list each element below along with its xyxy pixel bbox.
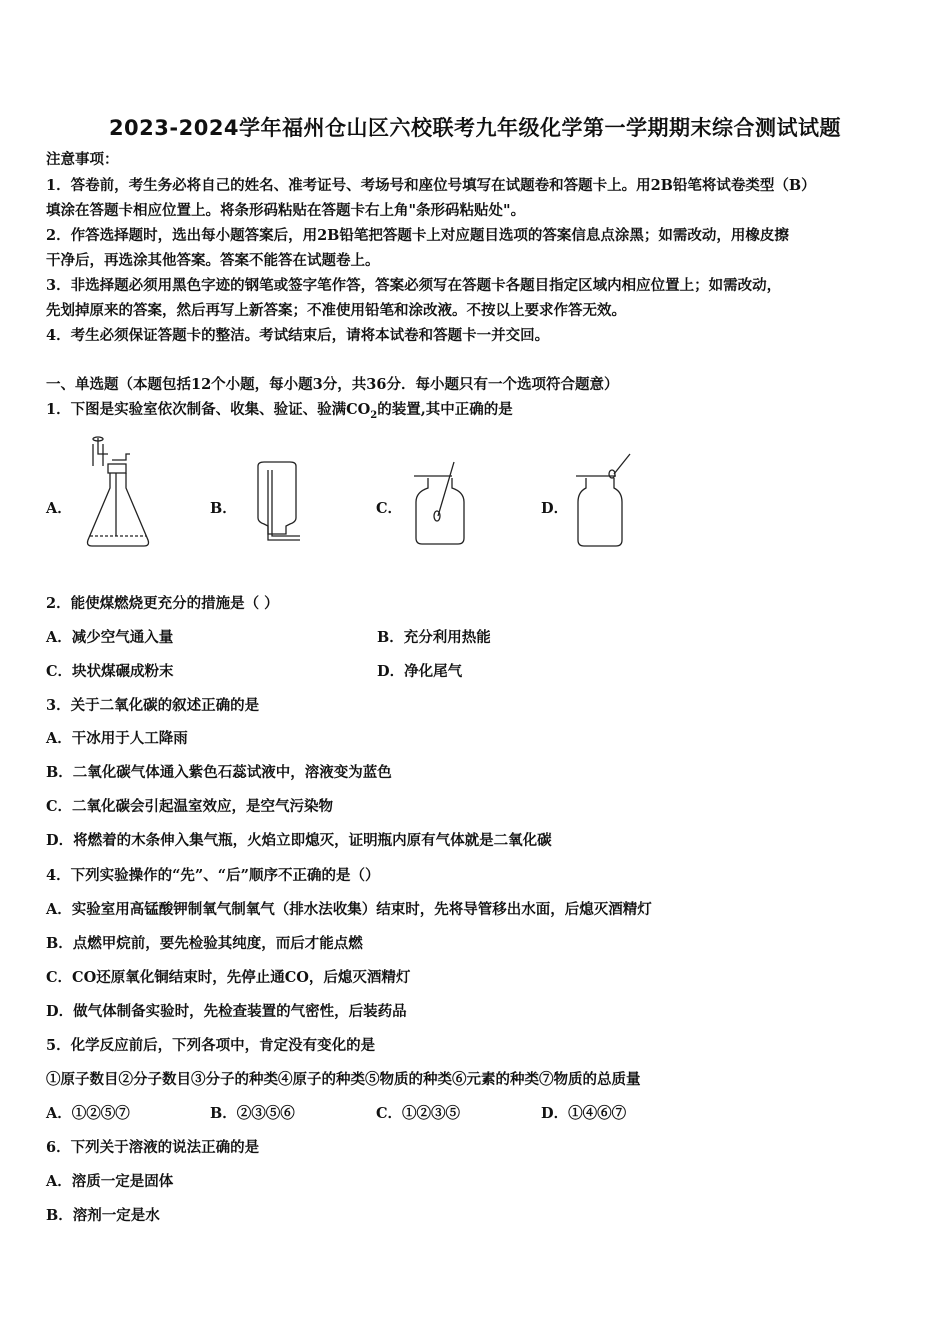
question-2-stem: 2．能使煤燃烧更充分的措施是（ ）	[46, 595, 279, 612]
option-c-label: C．	[376, 500, 403, 517]
q5-option-c[interactable]: C．①②③⑤	[376, 1105, 461, 1122]
q3-option-d[interactable]: D．将燃着的木条伸入集气瓶，火焰立即熄灭，证明瓶内原有气体就是二氧化碳	[46, 832, 552, 849]
q3-option-b[interactable]: B．二氧化碳气体通入紫色石蕊试液中，溶液变为蓝色	[46, 764, 392, 781]
q2-option-a[interactable]: A．减少空气通入量	[46, 629, 174, 646]
question-4-stem: 4．下列实验操作的“先”、“后”顺序不正确的是（）	[46, 867, 380, 884]
q5-option-b[interactable]: B．②③⑤⑥	[210, 1105, 295, 1122]
q4-option-d[interactable]: D．做气体制备实验时，先检查装置的气密性，后装药品	[46, 1003, 407, 1020]
question-6-stem: 6．下列关于溶液的说法正确的是	[46, 1139, 260, 1156]
question-5-items: ①原子数目②分子数目③分子的种类④原子的种类⑤物质的种类⑥元素的种类⑦物质的总质量	[46, 1071, 641, 1088]
page-title: 2023-2024学年福州仓山区六校联考九年级化学第一学期期末综合测试试题	[108, 116, 842, 140]
q3-option-a[interactable]: A．干冰用于人工降雨	[46, 730, 188, 747]
notice-heading: 注意事项：	[46, 151, 119, 168]
q2-option-d[interactable]: D．净化尾气	[377, 663, 463, 680]
question-5-stem: 5．化学反应前后，下列各项中，肯定没有变化的是	[46, 1037, 376, 1054]
notice-line: 先划掉原来的答案，然后再写上新答案；不准使用铅笔和涂改液。不按以上要求作答无效。	[46, 302, 626, 319]
bottle-mouth-test-figure	[572, 452, 638, 550]
q6-option-b[interactable]: B．溶剂一定是水	[46, 1207, 160, 1224]
q2-option-c[interactable]: C．块状煤碾成粉末	[46, 663, 174, 680]
flask-apparatus-figure	[78, 436, 158, 552]
q6-option-a[interactable]: A．溶质一定是固体	[46, 1173, 174, 1190]
q5-option-a[interactable]: A．①②⑤⑦	[46, 1105, 130, 1122]
question-1-stem: 1．下图是实验室依次制备、收集、验证、验满$CO_2$的装置,其中正确的是	[46, 401, 513, 421]
option-d-label: D．	[541, 500, 569, 517]
q2-option-b[interactable]: B．充分利用热能	[377, 629, 491, 646]
notice-line: 3．非选择题必须用黑色字迹的钢笔或签字笔作答，答案必须写在答题卡各题目指定区域内相应位置上；如需改动，	[46, 277, 782, 294]
bottle-with-stick-figure	[412, 460, 470, 550]
notice-line: 干净后，再选涂其他答案。答案不能答在试题卷上。	[46, 252, 380, 269]
option-b-label: B．	[210, 500, 237, 517]
q4-option-c[interactable]: C．CO还原氧化铜结束时，先停止通CO，后熄灭酒精灯	[46, 969, 411, 986]
notice-line: 填涂在答题卡相应位置上。将条形码粘贴在答题卡右上角"条形码粘贴处"。	[46, 202, 526, 219]
section-heading: 一、单选题（本题包括12个小题，每小题3分，共36分．每小题只有一个选项符合题意）	[46, 376, 619, 393]
q4-option-b[interactable]: B．点燃甲烷前，要先检验其纯度，而后才能点燃	[46, 935, 363, 952]
question-3-stem: 3．关于二氧化碳的叙述正确的是	[46, 697, 260, 714]
q4-option-a[interactable]: A．实验室用高锰酸钾制氧气制氧气（排水法收集）结束时，先将导管移出水面，后熄灭酒精灯	[46, 901, 652, 918]
option-a-label: A．	[46, 500, 72, 517]
q3-option-c[interactable]: C．二氧化碳会引起温室效应，是空气污染物	[46, 798, 334, 815]
notice-line: 2．作答选择题时，选出每小题答案后，用2B铅笔把答题卡上对应题目选项的答案信息点涂黑；如需改动，用橡皮擦	[46, 227, 789, 244]
gas-bottle-collection-figure	[252, 462, 306, 544]
notice-line: 1．答卷前，考生务必将自己的姓名、准考证号、考场号和座位号填写在试题卷和答题卡上。用2B铅笔将试卷类型（B）	[46, 177, 816, 194]
notice-line: 4．考生必须保证答题卡的整洁。考试结束后，请将本试卷和答题卡一并交回。	[46, 327, 550, 344]
q5-option-d[interactable]: D．①④⑥⑦	[541, 1105, 627, 1122]
